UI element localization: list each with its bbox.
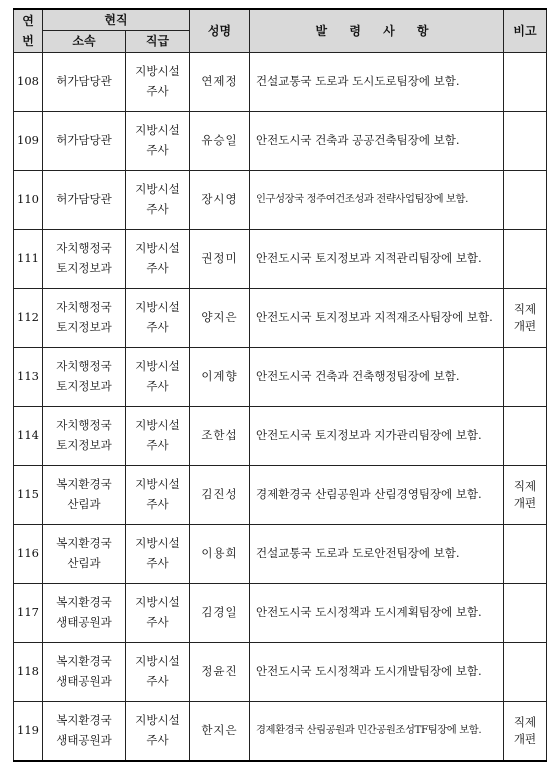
order-details-cell: 안전도시국 토지정보과 지적관리팀장에 보함. <box>250 229 504 288</box>
rows.11.note-line: 개편 <box>513 731 537 746</box>
rows.6.dept-line: 토지정보과 <box>56 437 112 452</box>
rows.9.rank-line: 주사 <box>146 614 169 629</box>
rows.3.rank-line: 주사 <box>146 260 169 275</box>
rows.9.rank-line: 지방시설 <box>135 595 180 610</box>
rows.0.dept-line: 허가담당관 <box>56 74 112 88</box>
row-number: 117 <box>14 583 43 642</box>
rank-cell <box>126 465 190 524</box>
table-row <box>14 642 547 701</box>
header-remarks: 비고 <box>504 9 547 52</box>
remarks-cell <box>504 170 547 229</box>
remarks-cell <box>504 524 547 583</box>
rows.8.rank-line: 지방시설 <box>135 536 180 551</box>
name-cell: 양지은 <box>190 288 250 347</box>
header-no: 연 번 <box>14 9 43 52</box>
name-cell: 유승일 <box>190 111 250 170</box>
header-order-details: 발 령 사 항 <box>250 9 504 52</box>
name-cell: 이계향 <box>190 347 250 406</box>
order-details-cell: 인구성장국 정주여건조성과 전략사업팀장에 보함. <box>250 170 504 229</box>
rank-cell <box>126 347 190 406</box>
rows.11.rank-line: 지방시설 <box>135 713 180 728</box>
rows.4.dept-line: 자치행정국 <box>56 300 112 315</box>
rows.4.rank-line: 주사 <box>146 319 169 334</box>
table-row <box>14 406 547 465</box>
header-rank: 직급 <box>126 31 190 52</box>
row-number: 119 <box>14 701 43 761</box>
order-details-cell: 경제환경국 산림공원과 산림경영팀장에 보함. <box>250 465 504 524</box>
row-number: 110 <box>14 170 43 229</box>
order-details-cell: 안전도시국 건축과 공공건축팀장에 보함. <box>250 111 504 170</box>
order-details-cell: 경제환경국 산림공원과 민간공원조성TF팀장에 보함. <box>250 701 504 761</box>
rows.10.rank-line: 주사 <box>146 673 169 688</box>
order-details-cell: 안전도시국 토지정보과 지적재조사팀장에 보함. <box>250 288 504 347</box>
remarks-cell <box>504 406 547 465</box>
rows.8.dept-line: 복지환경국 <box>56 536 112 551</box>
table-row <box>14 288 547 347</box>
rank-cell <box>126 406 190 465</box>
name-cell: 김경일 <box>190 583 250 642</box>
rows.6.rank-line: 주사 <box>146 437 169 452</box>
name-cell: 장시영 <box>190 170 250 229</box>
name-cell: 정윤진 <box>190 642 250 701</box>
department-cell <box>43 465 126 524</box>
table-row <box>14 465 547 524</box>
rows.8.dept-line: 산림과 <box>67 555 101 570</box>
remarks-cell <box>504 52 547 111</box>
rows.4.dept-line: 토지정보과 <box>56 319 112 334</box>
row-number: 115 <box>14 465 43 524</box>
rank-cell <box>126 642 190 701</box>
rows.2.rank-line: 주사 <box>146 201 169 216</box>
table-row <box>14 347 547 406</box>
remarks-cell <box>504 465 547 524</box>
rows.0.rank-line: 주사 <box>146 83 169 98</box>
remarks-cell <box>504 642 547 701</box>
order-details-cell: 안전도시국 도시정책과 도시계획팀장에 보함. <box>250 583 504 642</box>
table-row <box>14 229 547 288</box>
rows.10.rank-line: 지방시설 <box>135 654 180 669</box>
row-number: 108 <box>14 52 43 111</box>
name-cell: 김진성 <box>190 465 250 524</box>
row-number: 114 <box>14 406 43 465</box>
department-cell <box>43 642 126 701</box>
department-cell <box>43 288 126 347</box>
rows.3.dept-line: 토지정보과 <box>56 260 112 275</box>
department-cell <box>43 406 126 465</box>
rows.5.rank-line: 주사 <box>146 378 169 393</box>
rows.11.dept-line: 생태공원과 <box>56 732 112 747</box>
rows.7.note-line: 직제 <box>513 479 537 494</box>
row-number: 118 <box>14 642 43 701</box>
table-row <box>14 111 547 170</box>
department-cell <box>43 52 126 111</box>
name-cell: 한지은 <box>190 701 250 761</box>
order-details-cell: 안전도시국 도시정책과 도시개발팀장에 보함. <box>250 642 504 701</box>
row-number: 109 <box>14 111 43 170</box>
rows.5.dept-line: 자치행정국 <box>56 359 112 374</box>
remarks-cell <box>504 229 547 288</box>
rows.6.rank-line: 지방시설 <box>135 418 180 433</box>
rows.4.note-line: 직제 <box>513 302 537 317</box>
department-cell <box>43 701 126 761</box>
rows.5.dept-line: 토지정보과 <box>56 378 112 393</box>
rank-cell <box>126 583 190 642</box>
rows.8.rank-line: 주사 <box>146 555 169 570</box>
rows.4.rank-line: 지방시설 <box>135 300 180 315</box>
row-number: 116 <box>14 524 43 583</box>
row-number: 111 <box>14 229 43 288</box>
rows.2.rank-line: 지방시설 <box>135 182 180 197</box>
rows.7.note-line: 개편 <box>513 495 537 510</box>
row-number: 112 <box>14 288 43 347</box>
rows.2.dept-line: 허가담당관 <box>56 192 112 206</box>
table-header-row <box>14 9 547 31</box>
table-row <box>14 170 547 229</box>
remarks-cell <box>504 701 547 761</box>
header-name: 성명 <box>190 9 250 52</box>
table-body <box>14 52 547 761</box>
rows.6.dept-line: 자치행정국 <box>56 418 112 433</box>
rows.3.rank-line: 지방시설 <box>135 241 180 256</box>
name-cell: 권정미 <box>190 229 250 288</box>
name-cell: 조한섭 <box>190 406 250 465</box>
rows.3.dept-line: 자치행정국 <box>56 241 112 256</box>
rows.10.dept-line: 생태공원과 <box>56 673 112 688</box>
header-current-position: 현직 <box>43 9 190 31</box>
rows.10.dept-line: 복지환경국 <box>56 654 112 669</box>
header-department: 소속 <box>43 31 126 52</box>
row-number: 113 <box>14 347 43 406</box>
rows.5.rank-line: 지방시설 <box>135 359 180 374</box>
department-cell <box>43 524 126 583</box>
name-cell: 연제정 <box>190 52 250 111</box>
rank-cell <box>126 111 190 170</box>
table-row <box>14 524 547 583</box>
rows.9.dept-line: 생태공원과 <box>56 614 112 629</box>
rows.1.rank-line: 지방시설 <box>135 123 180 138</box>
rows.7.rank-line: 주사 <box>146 496 169 511</box>
order-details-cell: 건설교통국 도로과 도로안전팀장에 보함. <box>250 524 504 583</box>
rank-cell <box>126 524 190 583</box>
department-cell <box>43 347 126 406</box>
department-cell <box>43 111 126 170</box>
rows.1.rank-line: 주사 <box>146 142 169 157</box>
order-details-cell: 안전도시국 건축과 건축행정팀장에 보함. <box>250 347 504 406</box>
rows.9.dept-line: 복지환경국 <box>56 595 112 610</box>
rank-cell <box>126 52 190 111</box>
rows.7.rank-line: 지방시설 <box>135 477 180 492</box>
rows.0.rank-line: 지방시설 <box>135 64 180 79</box>
department-cell <box>43 229 126 288</box>
remarks-cell <box>504 111 547 170</box>
order-details-cell: 안전도시국 토지정보과 지가관리팀장에 보함. <box>250 406 504 465</box>
remarks-cell <box>504 583 547 642</box>
rows.11.dept-line: 복지환경국 <box>56 713 112 728</box>
department-cell <box>43 170 126 229</box>
remarks-cell <box>504 347 547 406</box>
rows.4.note-line: 개편 <box>513 318 537 333</box>
rank-cell <box>126 701 190 761</box>
personnel-order-table <box>13 8 547 762</box>
rank-cell <box>126 229 190 288</box>
rows.11.rank-line: 주사 <box>146 732 169 747</box>
table-row <box>14 701 547 761</box>
table-row <box>14 52 547 111</box>
order-details-cell: 건설교통국 도로과 도시도로팀장에 보함. <box>250 52 504 111</box>
rows.11.note-line: 직제 <box>513 715 537 730</box>
department-cell <box>43 583 126 642</box>
rows.7.dept-line: 복지환경국 <box>56 477 112 492</box>
name-cell: 이용희 <box>190 524 250 583</box>
rank-cell <box>126 170 190 229</box>
table-row <box>14 583 547 642</box>
rank-cell <box>126 288 190 347</box>
rows.1.dept-line: 허가담당관 <box>56 133 112 147</box>
remarks-cell <box>504 288 547 347</box>
rows.7.dept-line: 산림과 <box>67 496 101 511</box>
